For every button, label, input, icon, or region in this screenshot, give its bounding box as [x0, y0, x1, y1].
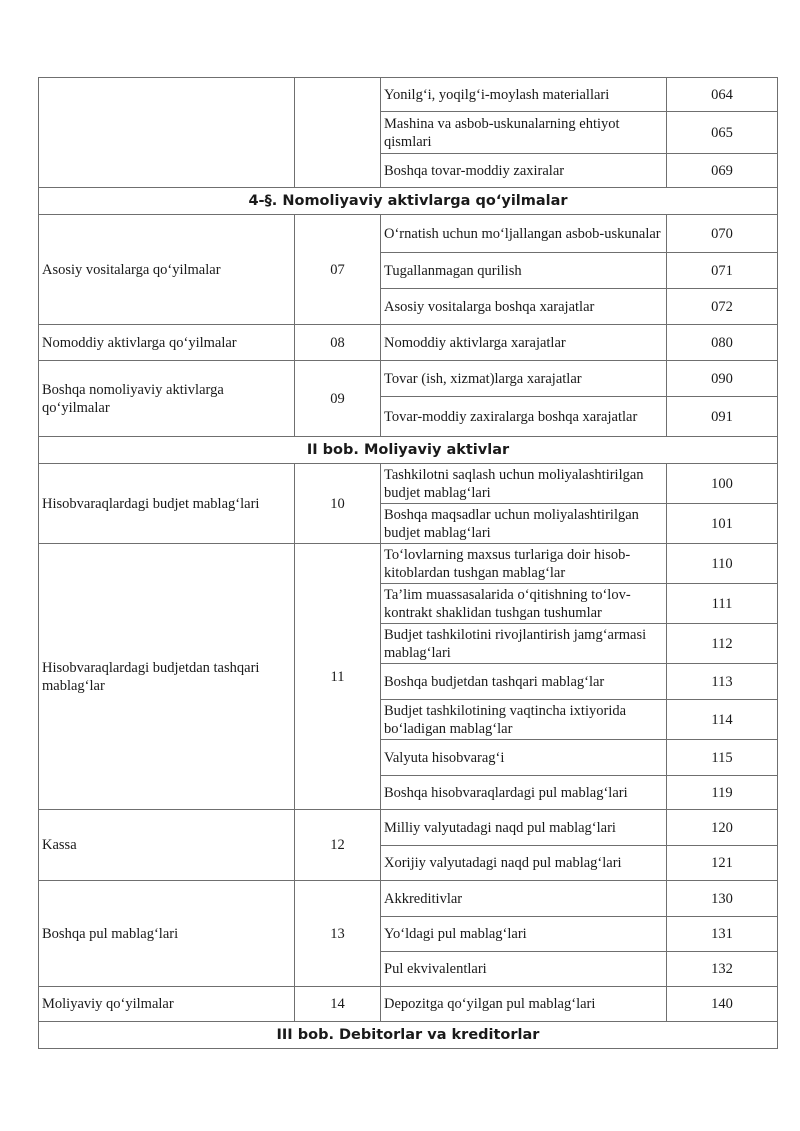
account-name: Nomoddiy aktivlarga qo‘yilmalar	[39, 325, 295, 361]
subaccount-name: Budjet tashkilotini rivojlantirish jamg‘armasi mablag‘lari	[381, 624, 667, 664]
section-row	[39, 1022, 778, 1049]
subaccount-code: 132	[667, 952, 778, 987]
subaccount-name: Ta’lim muassasalarida o‘qitishning to‘lov-kontrakt shaklidan tushgan tushumlar	[381, 584, 667, 624]
subaccount-name: Tovar (ish, xizmat)larga xarajatlar	[381, 361, 667, 397]
subaccount-name: Asosiy vositalarga boshqa xarajatlar	[381, 289, 667, 325]
subaccount-name: Valyuta hisobvarag‘i	[381, 740, 667, 776]
subaccount-code: 131	[667, 917, 778, 952]
account-code: 07	[295, 215, 381, 325]
subaccount-code: 121	[667, 846, 778, 881]
account-code: 09	[295, 361, 381, 437]
subaccount-name: Boshqa hisobvaraqlardagi pul mablag‘lari	[381, 776, 667, 810]
subaccount-code: 115	[667, 740, 778, 776]
table-row	[39, 987, 778, 1022]
account-name-cell	[39, 78, 295, 188]
subaccount-code: 140	[667, 987, 778, 1022]
subaccount-name: Mashina va asbob-uskunalarning ehtiyot qismlari	[381, 112, 667, 154]
subaccount-code: 064	[667, 78, 778, 112]
subaccount-code: 100	[667, 464, 778, 504]
subaccount-name: Milliy valyutadagi naqd pul mablag‘lari	[381, 810, 667, 846]
subaccount-name: Boshqa budjetdan tashqari mablag‘lar	[381, 664, 667, 700]
section-heading: 4-§. Nomoliyaviy aktivlarga qo‘yilmalar	[39, 188, 778, 215]
table-row	[39, 881, 778, 917]
subaccount-name: Boshqa tovar-moddiy zaxiralar	[381, 154, 667, 188]
subaccount-code: 101	[667, 504, 778, 544]
subaccount-code: 110	[667, 544, 778, 584]
subaccount-name: Depozitga qo‘yilgan pul mablag‘lari	[381, 987, 667, 1022]
subaccount-name: Tashkilotni saqlash uchun moliyalashtirilgan budjet mablag‘lari	[381, 464, 667, 504]
subaccount-code: 069	[667, 154, 778, 188]
account-code: 08	[295, 325, 381, 361]
subaccount-code: 065	[667, 112, 778, 154]
subaccount-name: Yonilg‘i, yoqilg‘i-moylash materiallari	[381, 78, 667, 112]
table-row	[39, 810, 778, 846]
account-code: 10	[295, 464, 381, 544]
account-name: Kassa	[39, 810, 295, 881]
subaccount-name: Boshqa maqsadlar uchun moliyalashtirilgan budjet mablag‘lari	[381, 504, 667, 544]
subaccount-code: 114	[667, 700, 778, 740]
table-row	[39, 544, 778, 584]
subaccount-name: Yo‘ldagi pul mablag‘lari	[381, 917, 667, 952]
section-row	[39, 188, 778, 215]
subaccount-code: 120	[667, 810, 778, 846]
table-row	[39, 464, 778, 504]
subaccount-code: 080	[667, 325, 778, 361]
table-row	[39, 325, 778, 361]
account-code: 11	[295, 544, 381, 810]
chapter-heading: III bob. Debitorlar va kreditorlar	[39, 1022, 778, 1049]
account-name: Moliyaviy qo‘yilmalar	[39, 987, 295, 1022]
subaccount-name: Akkreditivlar	[381, 881, 667, 917]
account-code: 12	[295, 810, 381, 881]
account-code: 13	[295, 881, 381, 987]
section-row	[39, 437, 778, 464]
subaccount-name: Tugallanmagan qurilish	[381, 253, 667, 289]
table-row	[39, 361, 778, 397]
subaccount-code: 071	[667, 253, 778, 289]
subaccount-code: 111	[667, 584, 778, 624]
subaccount-code: 112	[667, 624, 778, 664]
subaccount-code: 070	[667, 215, 778, 253]
account-code-cell	[295, 78, 381, 188]
account-name: Hisobvaraqlardagi budjetdan tashqari mablag‘lar	[39, 544, 295, 810]
account-name: Hisobvaraqlardagi budjet mablag‘lari	[39, 464, 295, 544]
subaccount-code: 130	[667, 881, 778, 917]
document-page	[38, 77, 777, 1049]
subaccount-code: 072	[667, 289, 778, 325]
account-name: Boshqa pul mablag‘lari	[39, 881, 295, 987]
chapter-heading: II bob. Moliyaviy aktivlar	[39, 437, 778, 464]
chart-of-accounts-table	[38, 77, 778, 1049]
subaccount-name: O‘rnatish uchun mo‘ljallangan asbob-uskunalar	[381, 215, 667, 253]
subaccount-code: 091	[667, 397, 778, 437]
account-name: Boshqa nomoliyaviy aktivlarga qo‘yilmalar	[39, 361, 295, 437]
subaccount-code: 090	[667, 361, 778, 397]
subaccount-code: 119	[667, 776, 778, 810]
account-name: Asosiy vositalarga qo‘yilmalar	[39, 215, 295, 325]
account-code: 14	[295, 987, 381, 1022]
subaccount-name: Xorijiy valyutadagi naqd pul mablag‘lari	[381, 846, 667, 881]
subaccount-name: Tovar-moddiy zaxiralarga boshqa xarajatlar	[381, 397, 667, 437]
subaccount-name: Nomoddiy aktivlarga xarajatlar	[381, 325, 667, 361]
subaccount-name: To‘lovlarning maxsus turlariga doir hisob-kitoblardan tushgan mablag‘lar	[381, 544, 667, 584]
subaccount-name: Pul ekvivalentlari	[381, 952, 667, 987]
subaccount-code: 113	[667, 664, 778, 700]
subaccount-name: Budjet tashkilotining vaqtincha ixtiyorida bo‘ladigan mablag‘lar	[381, 700, 667, 740]
table-row	[39, 78, 778, 112]
table-row	[39, 215, 778, 253]
